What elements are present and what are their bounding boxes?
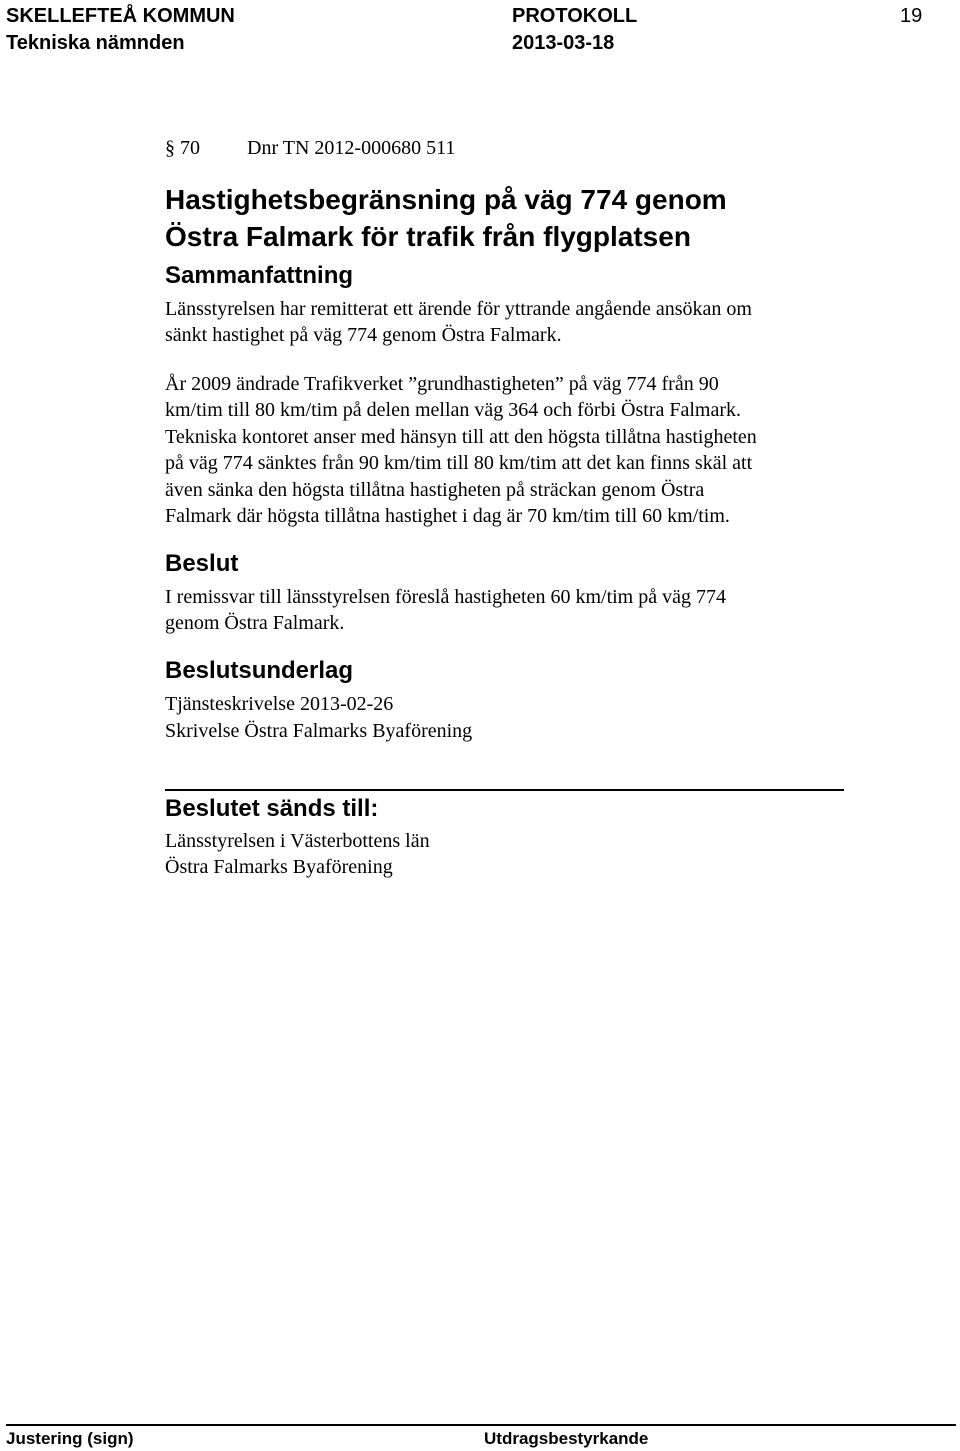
summary-line: km/tim till 80 km/tim på delen mellan väg 364 och förbi Östra Falmark. bbox=[165, 399, 742, 421]
footer-justering-label: Justering (sign) bbox=[6, 1429, 134, 1448]
case-title-line-2: Östra Falmark för trafik från flygplatsen bbox=[165, 221, 691, 252]
footer-utdragsbestyrkande-label: Utdragsbestyrkande bbox=[484, 1429, 649, 1448]
summary-line: även sänka den högsta tillåtna hastigheten på sträckan genom Östra bbox=[165, 479, 705, 501]
basis-line: Skrivelse Östra Falmarks Byaförening bbox=[165, 720, 473, 742]
summary-line: Falmark där högsta tillåtna hastighet i dag är 70 km/tim till 60 km/tim. bbox=[165, 505, 730, 527]
org-name: SKELLEFTEÅ KOMMUN bbox=[6, 5, 235, 27]
summary-heading: Sammanfattning bbox=[165, 262, 354, 289]
summary-line: på väg 774 sänktes från 90 km/tim till 80 km/tim att det kan finns skäl att bbox=[165, 452, 753, 474]
separator-rule bbox=[165, 789, 844, 791]
basis-line: Tjänsteskrivelse 2013-02-26 bbox=[165, 693, 394, 715]
footer-rule bbox=[6, 1424, 956, 1426]
decision-heading: Beslut bbox=[165, 550, 239, 577]
decision-line: genom Östra Falmark. bbox=[165, 612, 345, 634]
case-dnr: Dnr TN 2012-000680 511 bbox=[247, 137, 456, 159]
summary-line: År 2009 ändrade Trafikverket ”grundhastigheten” på väg 774 från 90 bbox=[165, 373, 719, 395]
case-title-line-1: Hastighetsbegränsning på väg 774 genom bbox=[165, 184, 727, 215]
committee-name: Tekniska nämnden bbox=[6, 32, 185, 54]
recipients-heading: Beslutet sänds till: bbox=[165, 795, 379, 822]
document-type: PROTOKOLL bbox=[512, 5, 638, 27]
summary-line: sänkt hastighet på väg 774 genom Östra Falmark. bbox=[165, 324, 562, 346]
page-number: 19 bbox=[900, 5, 923, 27]
recipient-item: Länsstyrelsen i Västerbottens län bbox=[165, 830, 430, 852]
paragraph-number: § 70 bbox=[165, 137, 200, 159]
meeting-date: 2013-03-18 bbox=[512, 32, 615, 54]
decision-line: I remissvar till länsstyrelsen föreslå hastigheten 60 km/tim på väg 774 bbox=[165, 586, 726, 608]
summary-line: Tekniska kontoret anser med hänsyn till att den högsta tillåtna hastigheten bbox=[165, 426, 757, 448]
recipient-item: Östra Falmarks Byaförening bbox=[165, 856, 393, 878]
summary-line: Länsstyrelsen har remitterat ett ärende för yttrande angående ansökan om bbox=[165, 298, 752, 320]
basis-heading: Beslutsunderlag bbox=[165, 657, 354, 684]
